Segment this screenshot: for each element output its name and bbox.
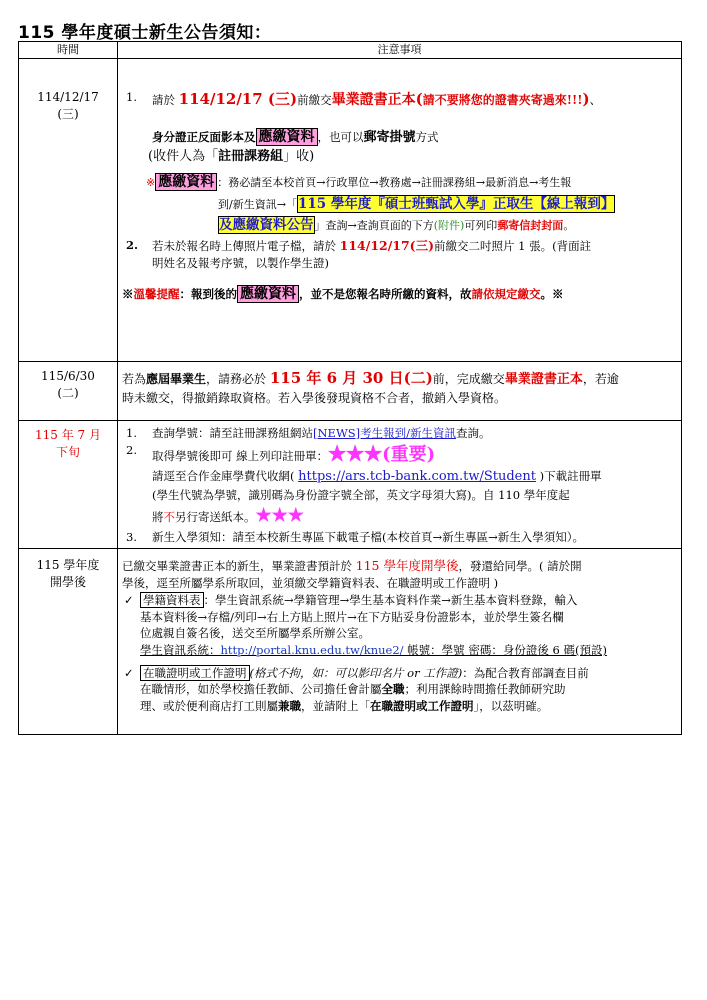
notice-table [18,41,682,735]
star-icon: ★★★ [328,443,383,465]
table-row [19,362,682,421]
text: 若為 [122,372,147,386]
list-item [122,237,677,272]
portal-link[interactable]: http://portal.knu.edu.tw/knue2/ [220,642,404,657]
text: 請於 [152,93,179,107]
notes-cell [118,362,682,421]
paragraph [122,193,677,216]
text: ，請務必於 [206,372,270,386]
important-label: (重要) [382,443,436,465]
table-row [19,549,682,735]
table-row [19,59,682,362]
required-docs-box: 應繳資料 [155,173,217,191]
text: )下載註冊單 [535,468,602,483]
text: (格式不拘，如：可以影印名片 or 工作證) [249,665,463,680]
weekday-text: 開學後 [49,575,86,590]
text: ，若逾 [582,372,619,386]
date-text: 114/12/17 [37,90,99,104]
certificate-text: 畢業證書正本 [331,92,416,108]
text: 」，以茲明確。 [473,698,549,713]
text: 查詢。 [456,426,491,440]
date-cell [19,362,118,421]
warm-reminder [122,284,677,304]
date-text: 115 年 7 月 [35,428,101,442]
paragraph [122,172,677,192]
text: 」查詢→查詢頁面的下方 [314,218,434,232]
table-row [19,421,682,549]
required-docs-box: 應繳資料 [237,285,299,303]
note-mark: ※ [146,176,156,190]
text: 帳號：學號 密碼：身份證後 6 碼(預設) [403,642,607,657]
paren: ) [582,90,590,108]
announcement-highlight: 及應繳資料公告 [219,216,314,233]
list-item [122,89,677,111]
item-number: 2. [126,238,139,253]
text: (附件) [433,218,465,232]
text: 溫馨提醒 [133,287,180,302]
text: 郵寄掛號 [363,129,416,145]
text: 明姓名及報考序號，以製作學生證) [152,256,329,271]
date-cell [19,59,118,362]
check-icon: ✓ [124,665,134,680]
list-item [122,425,677,442]
text: 在職情形，如於學校擔任教師、公司擔任會計屬 [140,682,382,697]
star-icon: ★★★ [255,505,304,527]
date-cell [19,549,118,735]
list-item [122,529,677,546]
notes-cell [118,421,682,549]
text: 畢業證書正本 [504,372,583,387]
text: 位處親自簽名後，送交至所屬學系所辦公室。 [140,626,370,641]
deadline-date: 114/12/17(三) [339,238,434,254]
note-mark: ※ [122,287,134,302]
required-docs-box: 應繳資料 [256,128,318,146]
text: 理、或於便利商店打工則屬 [140,698,278,713]
text: ，發還給同學。( 請於開 [458,559,582,574]
text: ：為配合教育部調查目前 [462,665,589,680]
checklist-item [122,665,677,715]
check-icon: ✓ [124,592,134,607]
date-cell [19,421,118,549]
text: 前，完成繳交 [432,372,505,386]
text: ：務必請至本校首頁→行政單位→教務處→註冊課務組→最新消息→考生報 [217,176,572,190]
paragraph [122,216,677,236]
item-number: 1. [126,90,137,104]
text: 到/新生資訊→「 [218,197,297,211]
item-number: 1. [126,426,137,440]
warning-text: 請不要將您的證書夾寄過來!!! [422,93,583,107]
text: ：學生資訊系統→學籍管理→學生基本資料作業→新生基本資料登錄，輸入 [203,592,578,607]
paren: ( [415,90,423,108]
news-link[interactable]: [NEWS]考生報到/新生資訊 [313,426,457,440]
text: 若未於報名時上傳照片電子檔，請於 [152,239,340,254]
text: 前繳交二吋照片 1 張。(背面註 [434,239,592,254]
list-item [122,442,677,530]
text: ，並不是您報名時所繳的資料，故 [299,287,472,302]
text: ，並請附上「 [301,698,370,713]
weekday-text: (三) [57,107,79,122]
text: 應屆畢業生 [146,372,207,386]
paragraph [122,127,677,148]
text: 115 學年度開學後 [355,558,459,574]
text: 時未繳交，得撤銷錄取資格。若入學後發現資格不合者，撤銷入學資格。 [122,390,507,405]
date-text: 115/6/30 [41,369,95,383]
text: ：報到後的 [179,287,237,302]
weekday-text: (二) [57,386,79,401]
paragraph [122,148,677,167]
text: 。 [563,218,575,232]
text: 註冊課務組 [218,148,284,164]
announcement-highlight: 115 學年度『碩士班甄試入學』正取生【線上報到】 [297,195,615,212]
text: 基本資料後→存檔/列印→右上方貼上照片→在下方貼妥身份證影本，並於學生簽名欄 [140,609,564,624]
text: 在職證明或工作證明 [140,665,250,681]
text: 前繳交 [297,93,332,107]
table-header-row [19,42,682,59]
notes-cell [118,59,682,362]
item-number: 3. [126,530,137,545]
text: 請依規定繳交 [471,287,541,302]
header-notes: 注意事項 [118,42,682,59]
text: 學後，逕至所屬學系所取回，並須繳交學籍資料表、在職證明或工作證明 ) [122,576,499,591]
text: 、 [589,93,602,107]
text: 另行寄送紙本。 [175,510,256,525]
text: 學籍資料表 [140,592,204,608]
text: 全職 [381,682,405,697]
item-number: 2. [126,442,137,457]
text: 學生資訊系統： [140,642,221,657]
deadline-date: 114/12/17 (三) [178,90,298,108]
text: 請逕至合作金庫學費代收網( [152,468,299,483]
text: 將 [152,510,164,525]
page-title: 115 學年度碩士新生公告須知： [18,23,272,43]
deadline-date: 115 年 6 月 30 日(二) [269,369,433,387]
text: (學生代號為學號，識別碼為身份證字號全部，英文字母須大寫)。自 110 學年度起 [152,487,570,502]
text: 身分證正反面影本及 [152,129,256,144]
text: 取得學號後即可 線上列印註冊單： [152,448,329,463]
text: 查詢學號：請至註冊課務組網站 [152,426,313,440]
payment-link[interactable]: https://ars.tcb-bank.com.tw/Student [298,468,536,484]
notes-cell [118,549,682,735]
text: 郵寄信封封面 [497,218,564,232]
text: 在職證明或工作證明 [370,698,474,713]
text: 不 [163,510,175,525]
checklist-item [122,592,677,659]
date-text: 115 學年度 [36,558,100,573]
text: 。※ [540,287,564,302]
text: 已繳交畢業證書正本的新生，畢業證書預計於 [122,559,356,574]
text: 新生入學須知：請至本校新生專區下載電子檔(本校首頁→新生專區→新生入學須知）。 [152,530,585,545]
text: ，也可以 [317,129,364,144]
text: ；利用課餘時間擔任教師研究助 [404,682,566,697]
text: 」收) [283,148,315,164]
weekday-text: 下旬 [55,445,80,460]
header-time: 時間 [19,42,118,59]
text: (收件人為「 [148,148,219,164]
text: 兼職 [278,698,301,713]
text: 可列印 [464,218,498,232]
text: 方式 [415,129,439,144]
